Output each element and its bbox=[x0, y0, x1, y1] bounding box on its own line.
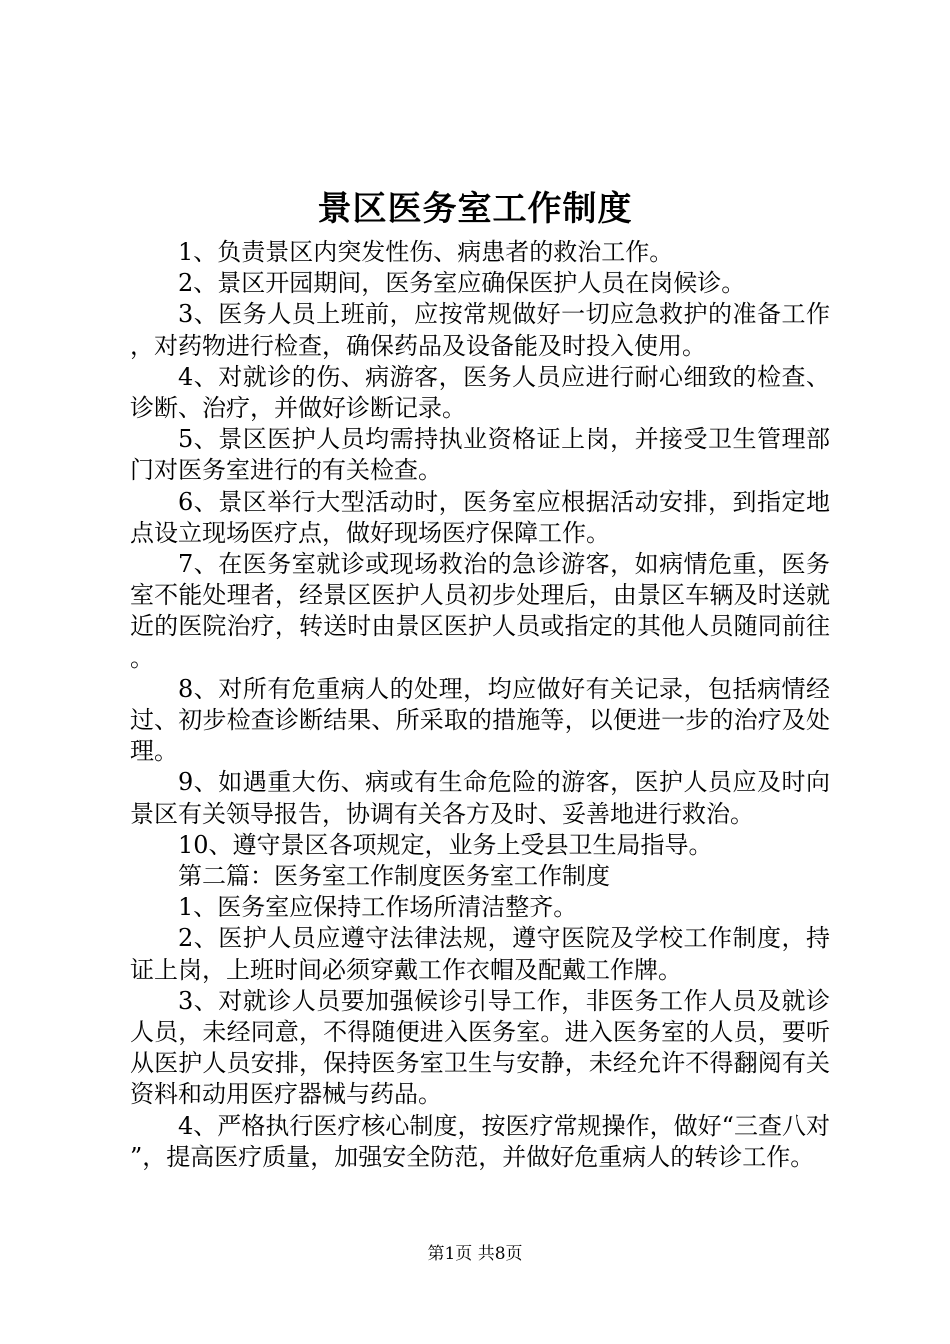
paragraph: 9、如遇重大伤、病或有生命危险的游客，医护人员应及时向景区有关领导报告，协调有关各方及时、妥善地进行救治。 bbox=[130, 768, 830, 828]
paragraph: 1、医务室应保持工作场所清洁整齐。 bbox=[178, 893, 578, 922]
paragraph: 7、在医务室就诊或现场救治的急诊游客，如病情危重，医务室不能处理者，经景区医护人员初步处理后，由景区车辆及时送就近的医院治疗，转送时由景区医护人员或指定的其他人员随同前往。 bbox=[130, 550, 830, 672]
paragraph: 3、对就诊人员要加强候诊引导工作，非医务工作人员及就诊人员，未经同意，不得随便进入医务室。进入医务室的人员，要听从医护人员安排，保持医务室卫生与安静，未经允许不得翻阅有关资料和动用医疗器械与药品。 bbox=[130, 986, 830, 1109]
paragraph: 2、医护人员应遵守法律法规，遵守医院及学校工作制度，持证上岗，上班时间必须穿戴工作衣帽及配戴工作牌。 bbox=[130, 924, 830, 984]
document-body bbox=[130, 237, 830, 1173]
paragraph: 2、景区开园期间，医务室应确保医护人员在岗候诊。 bbox=[178, 269, 746, 298]
paragraph: 8、对所有危重病人的处理，均应做好有关记录，包括病情经过、初步检查诊断结果、所采取的措施等，以便进一步的治疗及处理。 bbox=[130, 674, 830, 766]
paragraph: 4、对就诊的伤、病游客，医务人员应进行耐心细致的检查、诊断、治疗，并做好诊断记录。 bbox=[130, 362, 830, 423]
paragraph: 3、医务人员上班前，应按常规做好一切应急救护的准备工作，对药物进行检查，确保药品及设备能及时投入使用。 bbox=[130, 300, 830, 360]
section-heading: 第二篇：医务室工作制度医务室工作制度 bbox=[178, 862, 610, 891]
paragraph: 5、景区医护人员均需持执业资格证上岗，并接受卫生管理部门对医务室进行的有关检查。 bbox=[130, 425, 830, 485]
document-title: 景区医务室工作制度 bbox=[317, 189, 633, 229]
page-number: 第1页 共8页 bbox=[427, 1244, 523, 1264]
paragraph: 4、严格执行医疗核心制度，按医疗常规操作，做好“三查八对”，提高医疗质量，加强安全防范，并做好危重病人的转诊工作。 bbox=[130, 1111, 830, 1171]
paragraph: 1、负责景区内突发性伤、病患者的救治工作。 bbox=[178, 238, 674, 266]
paragraph: 10、遵守景区各项规定，业务上受县卫生局指导。 bbox=[178, 830, 713, 859]
paragraph: 6、景区举行大型活动时，医务室应根据活动安排，到指定地点设立现场医疗点，做好现场医疗保障工作。 bbox=[130, 487, 830, 547]
